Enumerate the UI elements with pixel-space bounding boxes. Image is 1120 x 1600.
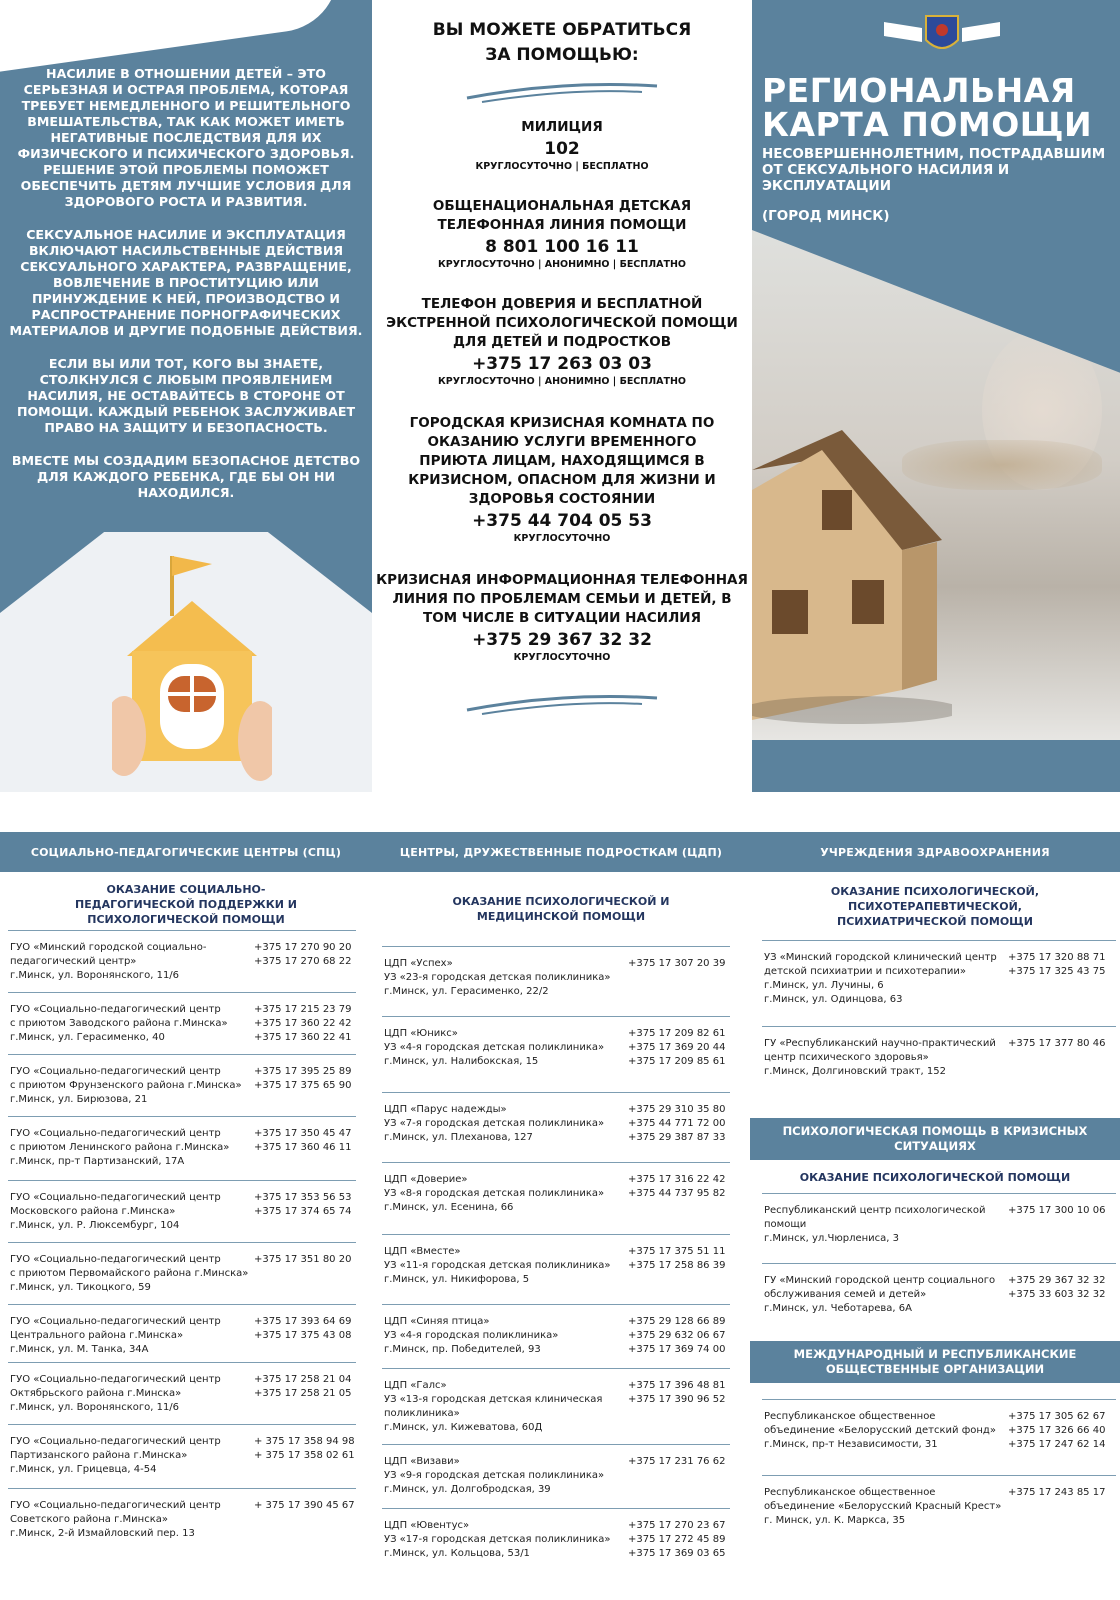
entry-phones: [1008, 1274, 1105, 1302]
toy-house-illustration: [112, 546, 272, 786]
phone-number[interactable]: +375 29 310 35 80: [628, 1104, 726, 1115]
entry-phones: [1008, 1204, 1105, 1218]
phone-number[interactable]: +375 29 387 87 33: [628, 1132, 726, 1143]
crisis-list: [762, 1193, 1116, 1335]
cdp-header: ЦЕНТРЫ, ДРУЖЕСТВЕННЫЕ ПОДРОСТКАМ (ЦДП): [372, 832, 750, 872]
entry-line: ЦДП «Ювентус»: [384, 1520, 470, 1531]
list-item: [8, 1424, 356, 1488]
phone-number[interactable]: +375 17 369 74 00: [628, 1344, 726, 1355]
list-item: [8, 1242, 356, 1304]
decorative-swoosh: [462, 78, 662, 108]
entry-line: г.Минск, ул. Герасименко, 22/2: [384, 986, 549, 997]
entry-phones: [254, 1065, 351, 1093]
entry-line: г.Минск, ул. Чеботарева, 6А: [764, 1303, 912, 1314]
entry-line: г.Минск, пр. Победителей, 93: [384, 1344, 541, 1355]
list-item: [382, 1304, 730, 1368]
entry-line: объединение «Белорусский детский фонд»: [764, 1425, 996, 1436]
cover-title-line-2: КАРТА ПОМОЩИ: [762, 105, 1093, 144]
entry-text: [764, 1037, 996, 1079]
contact-child-helpline: [372, 197, 752, 271]
contact-trust-phone: [372, 295, 752, 388]
entry-line: ЦДП «Синяя птица»: [384, 1316, 490, 1327]
entry-line: г.Минск, ул. Есенина, 66: [384, 1202, 514, 1213]
help-title: [372, 18, 752, 68]
phone-number[interactable]: +375 17 243 85 17: [1008, 1487, 1106, 1498]
phone-number[interactable]: +375 17 369 20 44: [628, 1042, 726, 1053]
entry-line: г.Минск, ул. Герасименко, 40: [10, 1032, 165, 1043]
entry-text: [10, 1435, 221, 1477]
phone-number[interactable]: +375 17 258 21 05: [254, 1388, 352, 1399]
entry-line: г.Минск, ул. Лучины, 6: [764, 980, 884, 991]
entry-text: [10, 941, 206, 983]
phone-number[interactable]: +375 17 375 43 08: [254, 1330, 352, 1341]
list-item: [762, 940, 1116, 1026]
entry-line: с приютом Заводского района г.Минска»: [10, 1018, 228, 1029]
entry-phones: [254, 1003, 351, 1045]
phone-number[interactable]: +375 17 351 80 20: [254, 1254, 352, 1265]
entry-line: обслуживания семей и детей»: [764, 1289, 927, 1300]
crisis-band: ПСИХОЛОГИЧЕСКАЯ ПОМОЩЬ В КРИЗИСНЫХ СИТУАЦИЯХ: [750, 1118, 1120, 1160]
phone-number[interactable]: +375 17 307 20 39: [628, 958, 726, 969]
help-title-line-2: ЗА ПОМОЩЬЮ:: [485, 45, 639, 65]
entry-phones: [1008, 1037, 1105, 1051]
cdp-column: [372, 832, 750, 1578]
phone-number[interactable]: +375 17 247 62 14: [1008, 1439, 1106, 1450]
entry-line: г.Минск, пр-т Партизанский, 17А: [10, 1156, 185, 1167]
brochure-inner-side: [0, 832, 1120, 1600]
contact-note: КРУГЛОСУТОЧНО | АНОНИМНО | БЕСПЛАТНО: [438, 376, 686, 387]
contact-note: КРУГЛОСУТОЧНО: [513, 533, 611, 544]
phone-number[interactable]: +375 17 360 22 42: [254, 1018, 352, 1029]
list-item: [762, 1026, 1116, 1108]
entry-line: г.Минск, ул. М. Танка, 34А: [10, 1344, 149, 1355]
phone-number[interactable]: +375 17 350 45 47: [254, 1128, 352, 1139]
entry-line: г.Минск, ул. Бирюзова, 21: [10, 1094, 148, 1105]
entry-line: центр психического здоровья»: [764, 1052, 929, 1063]
phone-number[interactable]: + 375 17 358 94 98: [254, 1436, 355, 1447]
contact-note: КРУГЛОСУТОЧНО | БЕСПЛАТНО: [475, 161, 649, 172]
entry-line: УЗ «4-я городская поликлиника»: [384, 1330, 559, 1341]
phone-number[interactable]: +375 17 374 65 74: [254, 1206, 352, 1217]
list-item: [382, 1234, 730, 1304]
entry-line: детской психиатрии и психотерапии»: [764, 966, 967, 977]
intro-paragraph-3: ЕСЛИ ВЫ ИЛИ ТОТ, КОГО ВЫ ЗНАЕТЕ, СТОЛКНУЛСЯ С ЛЮБЫМ ПРОЯВЛЕНИЕМ НАСИЛИЯ, НЕ ОСТАВАЙТЕСЬ В СТОРОНЕ ОТ ПОМОЩИ. КАЖДЫЙ РЕБЕНОК ЗАСЛУЖИВАЕТ ПРАВО НА ЗАЩИТУ И БЕЗОПАСНОСТЬ.: [16, 356, 356, 435]
contact-phone[interactable]: +375 29 367 32 32: [472, 630, 652, 650]
health-list: [762, 940, 1116, 1108]
phone-number[interactable]: +375 17 300 10 06: [1008, 1205, 1106, 1216]
org-band: МЕЖДУНАРОДНЫЙ И РЕСПУБЛИКАНСКИЕ ОБЩЕСТВЕННЫЕ ОРГАНИЗАЦИИ: [750, 1341, 1120, 1383]
list-item: [382, 1016, 730, 1092]
entry-phones: [628, 957, 725, 971]
contact-phone[interactable]: +375 44 704 05 53: [472, 511, 652, 531]
entry-text: [10, 1253, 248, 1295]
list-item: [8, 930, 356, 992]
brochure-outer-side: [0, 0, 1120, 792]
entry-line: г.Минск, ул. Плеханова, 127: [384, 1132, 533, 1143]
entry-line: ГУО «Социально-педагогический центр: [10, 1066, 221, 1077]
entry-text: [10, 1191, 221, 1233]
phone-number[interactable]: +375 33 603 32 32: [1008, 1289, 1106, 1300]
entry-line: ГУО «Минский городской социально-: [10, 942, 207, 953]
entry-phones: [254, 1373, 351, 1401]
entry-text: [384, 1173, 604, 1215]
phone-number[interactable]: +375 17 325 43 75: [1008, 966, 1106, 977]
help-contacts-panel: [372, 0, 752, 792]
phone-number[interactable]: +375 17 209 85 61: [628, 1056, 726, 1067]
entry-line: ГУО «Социально-педагогический центр: [10, 1254, 221, 1265]
entry-line: ГУО «Социально-педагогический центр: [10, 1192, 221, 1203]
cover-panel: [752, 0, 1120, 792]
contact-name: ГОРОДСКАЯ КРИЗИСНАЯ КОМНАТА ПО ОКАЗАНИЮ УСЛУГИ ВРЕМЕННОГО ПРИЮТА ЛИЦАМ, НАХОДЯЩИМСЯ В КРИЗИСНОМ, ОПАСНОМ ДЛЯ ЖИЗНИ И ЗДОРОВЬЯ СОСТОЯНИИ: [408, 415, 716, 507]
contact-phone[interactable]: 8 801 100 16 11: [485, 237, 639, 257]
entry-line: УЗ «7-я городская детская поликлиника»: [384, 1118, 605, 1129]
entry-text: [384, 1027, 604, 1069]
entry-line: ГУО «Социально-педагогический центр: [10, 1004, 221, 1015]
entry-phones: [254, 1253, 351, 1267]
phone-number[interactable]: +375 17 375 65 90: [254, 1080, 352, 1091]
phone-number[interactable]: +375 17 369 03 65: [628, 1548, 726, 1559]
list-item: [382, 1508, 730, 1578]
entry-line: г.Минск, ул. Одинцова, 63: [764, 994, 903, 1005]
entry-line: г.Минск, ул. Воронянского, 11/6: [10, 970, 180, 981]
entry-line: УЗ «Минский городской клинический центр: [764, 952, 997, 963]
entry-line: г.Минск, ул. Кольцова, 53/1: [384, 1548, 530, 1559]
spc-header: СОЦИАЛЬНО-ПЕДАГОГИЧЕСКИЕ ЦЕНТРЫ (СПЦ): [0, 832, 372, 872]
entry-line: с приютом Ленинского района г.Минска»: [10, 1142, 230, 1153]
phone-number[interactable]: +375 17 316 22 42: [628, 1174, 726, 1185]
intro-panel: [0, 0, 372, 792]
entry-line: г. Минск, ул. К. Маркса, 35: [764, 1515, 906, 1526]
entry-text: [764, 1204, 986, 1246]
list-item: [382, 1368, 730, 1444]
spc-subheader: ОКАЗАНИЕ СОЦИАЛЬНО-ПЕДАГОГИЧЕСКОЙ ПОДДЕРЖКИ И ПСИХОЛОГИЧЕСКОЙ ПОМОЩИ: [75, 883, 297, 926]
cdp-subheader: ОКАЗАНИЕ ПСИХОЛОГИЧЕСКОЙ И МЕДИЦИНСКОЙ ПОМОЩИ: [452, 895, 670, 923]
crisis-subheader: ОКАЗАНИЕ ПСИХОЛОГИЧЕСКОЙ ПОМОЩИ: [799, 1171, 1071, 1184]
entry-line: г.Минск, Долгиновский тракт, 152: [764, 1066, 946, 1077]
entry-phones: [628, 1519, 725, 1561]
entry-text: [384, 1245, 611, 1287]
phone-number[interactable]: +375 29 367 32 32: [1008, 1275, 1106, 1286]
contact-crisis-room: [372, 414, 752, 545]
entry-line: ЦДП «Юникс»: [384, 1028, 458, 1039]
intro-paragraph-1: НАСИЛИЕ В ОТНОШЕНИИ ДЕТЕЙ – ЭТО СЕРЬЕЗНАЯ И ОСТРАЯ ПРОБЛЕМА, КОТОРАЯ ТРЕБУЕТ НЕМЕДЛЕННОГО И РЕШИТЕЛЬНОГО ВМЕШАТЕЛЬСТВА, ТАК КАК МОЖЕТ ИМЕТЬ НЕГАТИВНЫЕ ПОСЛЕДСТВИЯ ДЛЯ ИХ ФИЗИЧЕСКОГО И ПСИХИЧЕСКОГО ЗДОРОВЬЯ. РЕШЕНИЕ ЭТОЙ ПРОБЛЕМЫ ПОМОЖЕТ ОБЕСПЕЧИТЬ ДЕТЯМ ЛУЧШИЕ УСЛОВИЯ ДЛЯ ЗДОРОВОГО РОСТА И РАЗВИТИЯ.: [17, 66, 355, 209]
phone-number[interactable]: +375 17 360 46 11: [254, 1142, 352, 1153]
entry-text: [764, 1274, 995, 1316]
phone-number[interactable]: + 375 17 390 45 67: [254, 1500, 355, 1511]
phone-number[interactable]: +375 29 128 66 89: [628, 1316, 726, 1327]
intro-paragraph-2: СЕКСУАЛЬНОЕ НАСИЛИЕ И ЭКСПЛУАТАЦИЯ ВКЛЮЧАЮТ НАСИЛЬСТВЕННЫЕ ДЕЙСТВИЯ СЕКСУАЛЬНОГО ХАРАКТЕРА, РАЗВРAЩЕНИЕ, ВОВЛЕЧЕНИЕ В ПРОСТИТУЦИЮ ИЛИ ПРИНУЖДЕНИЕ К НЕЙ, ПРОИЗВОДСТВО И РАСПРОСТРАНЕНИЕ ПОРНОГРАФИЧЕСКИХ МАТЕРИАЛОВ И ДРУГИЕ ПОДОБНЫЕ ДЕЙСТВИЯ.: [9, 227, 363, 338]
list-item: [762, 1193, 1116, 1263]
entry-line: г.Минск, ул. Долгобродская, 39: [384, 1484, 551, 1495]
list-item: [762, 1399, 1116, 1475]
entry-phones: [254, 1315, 351, 1343]
list-item: [382, 1162, 730, 1234]
entry-text: [384, 957, 611, 999]
health-header: УЧРЕЖДЕНИЯ ЗДРАВООХРАНЕНИЯ: [750, 832, 1120, 872]
org-list: [762, 1399, 1116, 1545]
phone-number[interactable]: +375 17 393 64 69: [254, 1316, 352, 1327]
list-item: [8, 1116, 356, 1180]
list-item: [8, 1304, 356, 1362]
entry-line: ЦДП «Парус надежды»: [384, 1104, 507, 1115]
entry-line: поликлиника»: [384, 1408, 460, 1419]
entry-line: г.Минск, ул.Чюрлениса, 3: [764, 1233, 900, 1244]
entry-line: УЗ «11-я городская детская поликлиника»: [384, 1260, 611, 1271]
phone-number[interactable]: +375 17 360 22 41: [254, 1032, 352, 1043]
phone-number[interactable]: +375 17 353 56 53: [254, 1192, 352, 1203]
entry-line: Республиканское общественное: [764, 1487, 936, 1498]
entry-phones: [254, 1191, 351, 1219]
entry-line: ГУО «Социально-педагогический центр: [10, 1374, 221, 1385]
contact-phone[interactable]: +375 17 263 03 03: [472, 354, 652, 374]
entry-line: Партизанского района г.Минска»: [10, 1450, 188, 1461]
entry-phones: [254, 1435, 355, 1463]
entry-phones: [254, 1127, 351, 1155]
phone-number[interactable]: +375 17 396 48 81: [628, 1380, 726, 1391]
phone-number[interactable]: +375 29 632 06 67: [628, 1330, 726, 1341]
entry-text: [384, 1103, 604, 1145]
cdp-list: [382, 946, 730, 1578]
entry-line: ГУ «Минский городской центр социального: [764, 1275, 996, 1286]
entry-line: Московского района г.Минска»: [10, 1206, 176, 1217]
contact-police: [372, 118, 752, 173]
list-item: [382, 1444, 730, 1508]
entry-line: с приютом Первомайского района г.Минска»: [10, 1268, 249, 1279]
entry-line: УЗ «8-я городская детская поликлиника»: [384, 1188, 605, 1199]
phone-number[interactable]: +375 17 305 62 67: [1008, 1411, 1106, 1422]
entry-phones: [628, 1103, 725, 1145]
entry-text: [764, 1486, 1001, 1528]
wooden-house-illustration: [752, 430, 952, 730]
phone-number[interactable]: +375 17 270 68 22: [254, 956, 352, 967]
entry-line: УЗ «13-я городская детская клиническая: [384, 1394, 603, 1405]
phone-number[interactable]: +375 44 737 95 82: [628, 1188, 726, 1199]
phone-number[interactable]: +375 17 209 82 61: [628, 1028, 726, 1039]
entry-phones: [628, 1379, 725, 1407]
entry-text: [10, 1003, 228, 1045]
spc-list: [8, 930, 356, 1554]
decorative-swoosh: [462, 690, 662, 720]
entry-phones: [254, 941, 351, 969]
entry-line: ГУО «Социально-педагогический центр: [10, 1128, 221, 1139]
cover-title: [762, 71, 1093, 144]
list-item: [8, 1362, 356, 1424]
entry-line: г.Минск, ул. Воронянского, 11/6: [10, 1402, 180, 1413]
entry-line: г.Минск, ул. Кижеватова, 60Д: [384, 1422, 543, 1433]
entry-line: УЗ «23-я городская детская поликлиника»: [384, 972, 611, 983]
entry-phones: [628, 1173, 725, 1201]
help-title-line-1: ВЫ МОЖЕТЕ ОБРАТИТЬСЯ: [432, 20, 692, 40]
entry-text: [764, 1410, 996, 1452]
entry-line: ГУ «Республиканский научно-практический: [764, 1038, 996, 1049]
list-item: [382, 1092, 730, 1162]
contact-note: КРУГЛОСУТОЧНО | АНОНИМНО | БЕСПЛАТНО: [438, 259, 686, 270]
phone-number[interactable]: +375 17 258 21 04: [254, 1374, 352, 1385]
entry-line: УЗ «4-я городская детская поликлиника»: [384, 1042, 605, 1053]
entry-text: [384, 1519, 611, 1561]
cover-title-line-1: РЕГИОНАЛЬНАЯ: [762, 71, 1076, 110]
phone-number[interactable]: +375 17 395 25 89: [254, 1066, 352, 1077]
cover-subtitle: НЕСОВЕРШЕННОЛЕТНИМ, ПОСТРАДАВШИМ ОТ СЕКСУАЛЬНОГО НАСИЛИЯ И ЭКСПЛУАТАЦИИ: [762, 146, 1106, 194]
entry-text: [10, 1373, 221, 1415]
intro-text: [0, 66, 372, 518]
list-item: [762, 1263, 1116, 1335]
list-item: [762, 1475, 1116, 1545]
entry-line: Республиканский центр психологической: [764, 1205, 986, 1216]
entry-phones: [628, 1027, 725, 1069]
contact-note: КРУГЛОСУТОЧНО: [513, 652, 611, 663]
intro-paragraph-4: ВМЕСТЕ МЫ СОЗДАДИМ БЕЗОПАСНОЕ ДЕТСТВО ДЛЯ КАЖДОГО РЕБЕНКА, ГДЕ БЫ ОН НИ НАХОДИЛСЯ.: [11, 453, 361, 500]
entry-phones: [628, 1315, 725, 1357]
cover-city: (ГОРОД МИНСК): [762, 208, 890, 224]
list-item: [8, 992, 356, 1054]
entry-phones: [254, 1499, 355, 1513]
health-column: [750, 832, 1120, 1545]
phone-number[interactable]: +375 17 215 23 79: [254, 1004, 352, 1015]
spc-column: [0, 832, 372, 1554]
phone-number[interactable]: +375 17 375 51 11: [628, 1246, 726, 1257]
entry-line: г.Минск, пр-т Независимости, 31: [764, 1439, 938, 1450]
contact-name: ОБЩЕНАЦИОНАЛЬНАЯ ДЕТСКАЯ ТЕЛЕФОННАЯ ЛИНИЯ ПОМОЩИ: [432, 198, 692, 233]
entry-line: ЦДП «Визави»: [384, 1456, 460, 1467]
entry-line: г.Минск, ул. Грицевца, 4-54: [10, 1464, 157, 1475]
list-item: [8, 1488, 356, 1554]
entry-line: помощи: [764, 1219, 807, 1230]
contact-crisis-line: [372, 571, 752, 664]
contact-name: КРИЗИСНАЯ ИНФОРМАЦИОННАЯ ТЕЛЕФОННАЯ ЛИНИЯ ПО ПРОБЛЕМАМ СЕМЬИ И ДЕТЕЙ, В ТОМ ЧИСЛЕ В СИТУАЦИИ НАСИЛИЯ: [376, 572, 748, 626]
contact-name: ТЕЛЕФОН ДОВЕРИЯ И БЕСПЛАТНОЙ ЭКСТРЕННОЙ ПСИХОЛОГИЧЕСКОЙ ПОМОЩИ ДЛЯ ДЕТЕЙ И ПОДРОСТКОВ: [386, 296, 738, 350]
entry-line: Республиканское общественное: [764, 1411, 936, 1422]
entry-line: г.Минск, ул. Р. Люксембург, 104: [10, 1220, 180, 1231]
entry-text: [10, 1315, 221, 1357]
phone-number[interactable]: +375 17 390 96 52: [628, 1394, 726, 1405]
entry-line: г.Минск, ул. Тикоцкого, 59: [10, 1282, 151, 1293]
entry-phones: [628, 1245, 725, 1273]
entry-text: [384, 1315, 558, 1357]
minsk-emblem-icon: [882, 12, 1002, 56]
phone-number[interactable]: +375 17 377 80 46: [1008, 1038, 1106, 1049]
entry-phones: [628, 1455, 725, 1469]
entry-line: объединение «Белорусский Красный Крест»: [764, 1501, 1002, 1512]
entry-line: ЦДП «Успех»: [384, 958, 453, 969]
entry-line: УЗ «17-я городская детская поликлиника»: [384, 1534, 611, 1545]
phone-number[interactable]: +375 17 258 86 39: [628, 1260, 726, 1271]
entry-line: педагогический центр»: [10, 956, 137, 967]
entry-text: [764, 951, 997, 1007]
phone-number[interactable]: +375 17 270 23 67: [628, 1520, 726, 1531]
contact-name: МИЛИЦИЯ: [521, 119, 603, 135]
entry-line: Советского района г.Минска»: [10, 1514, 168, 1525]
panel-corner-shape: [0, 0, 346, 76]
entry-line: г.Минск, ул. Налибокская, 15: [384, 1056, 539, 1067]
entry-line: УЗ «9-я городская детская поликлиника»: [384, 1470, 605, 1481]
phone-number[interactable]: +375 17 272 45 89: [628, 1534, 726, 1545]
phone-number[interactable]: +375 17 320 88 71: [1008, 952, 1106, 963]
entry-text: [10, 1065, 242, 1107]
entry-line: ГУО «Социально-педагогический центр: [10, 1316, 221, 1327]
list-item: [8, 1180, 356, 1242]
entry-line: г.Минск, ул. Никифорова, 5: [384, 1274, 530, 1285]
entry-line: с приютом Фрунзенского района г.Минска»: [10, 1080, 242, 1091]
entry-text: [10, 1499, 221, 1541]
list-item: [382, 946, 730, 1016]
entry-line: г.Минск, 2-й Измайловский пер. 13: [10, 1528, 195, 1539]
entry-text: [384, 1455, 604, 1497]
phone-number[interactable]: +375 17 231 76 62: [628, 1456, 726, 1467]
contact-phone[interactable]: 102: [544, 139, 580, 159]
entry-line: Октябрьского района г.Минска»: [10, 1388, 182, 1399]
list-item: [8, 1054, 356, 1116]
entry-text: [384, 1379, 602, 1435]
entry-text: [10, 1127, 229, 1169]
phone-number[interactable]: +375 44 771 72 00: [628, 1118, 726, 1129]
entry-phones: [1008, 951, 1105, 979]
entry-phones: [1008, 1410, 1105, 1452]
entry-line: ЦДП «Вместе»: [384, 1246, 461, 1257]
entry-line: ГУО «Социально-педагогический центр: [10, 1500, 221, 1511]
entry-line: ЦДП «Доверие»: [384, 1174, 468, 1185]
phone-number[interactable]: + 375 17 358 02 61: [254, 1450, 355, 1461]
entry-line: ГУО «Социально-педагогический центр: [10, 1436, 221, 1447]
entry-line: ЦДП «Галс»: [384, 1380, 447, 1391]
phone-number[interactable]: +375 17 270 90 20: [254, 942, 352, 953]
health-subheader: ОКАЗАНИЕ ПСИХОЛОГИЧЕСКОЙ, ПСИХОТЕРАПЕВТИЧЕСКОЙ, ПСИХИАТРИЧЕСКОЙ ПОМОЩИ: [830, 885, 1040, 928]
entry-phones: [1008, 1486, 1105, 1500]
phone-number[interactable]: +375 17 326 66 40: [1008, 1425, 1106, 1436]
entry-line: Центрального района г.Минска»: [10, 1330, 184, 1341]
